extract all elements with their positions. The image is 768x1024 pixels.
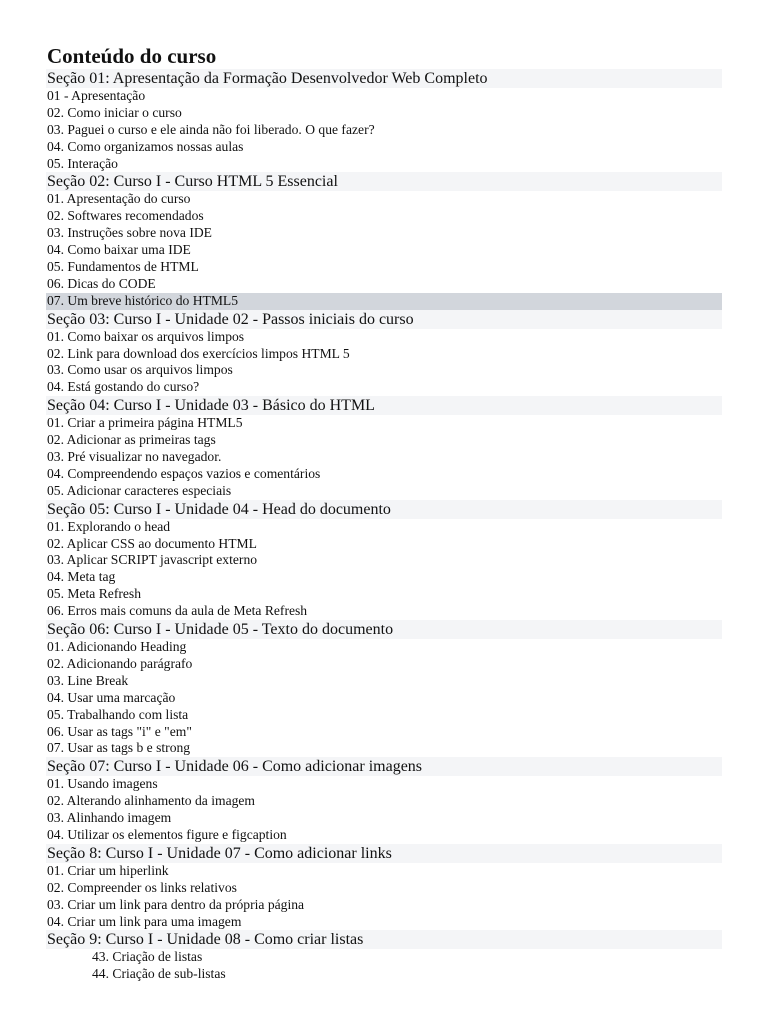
lesson-item[interactable]: 02. Como iniciar o curso <box>47 104 182 120</box>
section-header[interactable]: Seção 02: Curso I - Curso HTML 5 Essencial <box>46 172 722 191</box>
lesson-item[interactable]: 01. Usando imagens <box>47 776 158 792</box>
lesson-item[interactable]: 04. Está gostando do curso? <box>47 379 200 395</box>
course-section <box>46 396 722 499</box>
course-section <box>46 757 722 844</box>
section-header[interactable]: Seção 9: Curso I - Unidade 08 - Como criar listas <box>46 930 722 949</box>
lesson-item[interactable]: 03. Paguei o curso e ele ainda não foi liberado. O que fazer? <box>47 121 375 137</box>
lesson-item[interactable]: 03. Como usar os arquivos limpos <box>47 362 233 378</box>
lesson-item[interactable]: 02. Adicionar as primeiras tags <box>47 432 216 448</box>
lesson-item[interactable]: 03. Pré visualizar no navegador. <box>47 449 222 465</box>
course-section <box>46 844 722 931</box>
lesson-item[interactable]: 04. Compreendendo espaços vazios e comentários <box>47 465 321 481</box>
lesson-item[interactable]: 04. Meta tag <box>47 569 116 585</box>
page-title: Conteúdo do curso <box>47 44 217 68</box>
course-section <box>46 620 722 757</box>
lesson-item[interactable]: 02. Link para download dos exercícios limpos HTML 5 <box>47 345 350 361</box>
course-section <box>46 310 722 397</box>
section-header[interactable]: Seção 07: Curso I - Unidade 06 - Como adicionar imagens <box>46 757 722 776</box>
lesson-item[interactable]: 03. Alinhando imagem <box>47 810 172 826</box>
lesson-item[interactable]: 05. Fundamentos de HTML <box>47 259 199 275</box>
lesson-item[interactable]: 03. Criar um link para dentro da própria página <box>47 896 305 912</box>
lesson-item[interactable]: 05. Interação <box>47 155 118 171</box>
lesson-item[interactable]: 06. Erros mais comuns da aula de Meta Refresh <box>47 603 308 619</box>
lesson-item[interactable]: 04. Utilizar os elementos figure e figcaption <box>47 826 287 842</box>
lesson-item[interactable]: 03. Line Break <box>47 672 129 688</box>
section-header[interactable]: Seção 03: Curso I - Unidade 02 - Passos iniciais do curso <box>46 310 722 329</box>
lesson-item[interactable]: 43. Criação de listas <box>92 949 203 965</box>
section-header[interactable]: Seção 06: Curso I - Unidade 05 - Texto do documento <box>46 620 722 639</box>
lesson-item[interactable]: 06. Dicas do CODE <box>47 275 156 291</box>
lesson-item[interactable]: 02. Aplicar CSS ao documento HTML <box>47 535 257 551</box>
lesson-item[interactable]: 04. Usar uma marcação <box>47 689 176 705</box>
lesson-item[interactable]: 01. Adicionando Heading <box>47 639 187 655</box>
lesson-item[interactable]: 01. Criar a primeira página HTML5 <box>47 415 243 431</box>
lesson-item[interactable]: 01. Criar um hiperlink <box>47 862 169 878</box>
section-header[interactable]: Seção 8: Curso I - Unidade 07 - Como adicionar links <box>46 844 722 863</box>
lesson-item[interactable]: 07. Usar as tags b e strong <box>47 740 191 756</box>
lesson-item[interactable]: 01. Explorando o head <box>47 518 171 534</box>
lesson-item[interactable]: 05. Meta Refresh <box>47 586 141 602</box>
section-header[interactable]: Seção 05: Curso I - Unidade 04 - Head do documento <box>46 500 722 519</box>
lesson-item[interactable]: 01 - Apresentação <box>47 88 146 103</box>
lesson-item[interactable]: 02. Compreender os links relativos <box>47 879 237 895</box>
sections-list <box>46 69 722 983</box>
lesson-item[interactable]: 01. Apresentação do curso <box>47 191 191 207</box>
section-header[interactable]: Seção 01: Apresentação da Formação Desenvolvedor Web Completo <box>46 69 722 88</box>
lesson-item[interactable]: 06. Usar as tags "i" e "em" <box>47 723 192 739</box>
lesson-item[interactable]: 03. Instruções sobre nova IDE <box>47 225 212 241</box>
course-section <box>46 500 722 620</box>
lesson-item-selected[interactable]: 07. Um breve histórico do HTML5 <box>46 293 722 310</box>
lesson-item[interactable]: 02. Alterando alinhamento da imagem <box>47 793 256 809</box>
lesson-item[interactable]: 05. Adicionar caracteres especiais <box>47 482 232 498</box>
section-header[interactable]: Seção 04: Curso I - Unidade 03 - Básico do HTML <box>46 396 722 415</box>
lesson-item[interactable]: 44. Criação de sub-listas <box>92 966 226 982</box>
lesson-item[interactable]: 01. Como baixar os arquivos limpos <box>47 328 245 344</box>
course-section <box>46 69 722 172</box>
lesson-item[interactable]: 04. Como organizamos nossas aulas <box>47 138 244 154</box>
lesson-item[interactable]: 04. Criar um link para uma imagem <box>47 913 242 929</box>
lesson-item[interactable]: 02. Adicionando parágrafo <box>47 655 193 671</box>
course-section <box>46 172 722 309</box>
lesson-item[interactable]: 04. Como baixar uma IDE <box>47 242 191 258</box>
lesson-item[interactable]: 05. Trabalhando com lista <box>47 706 189 722</box>
course-section <box>46 930 722 983</box>
lesson-item[interactable]: 03. Aplicar SCRIPT javascript externo <box>47 552 258 568</box>
lesson-item[interactable]: 02. Softwares recomendados <box>47 208 204 224</box>
